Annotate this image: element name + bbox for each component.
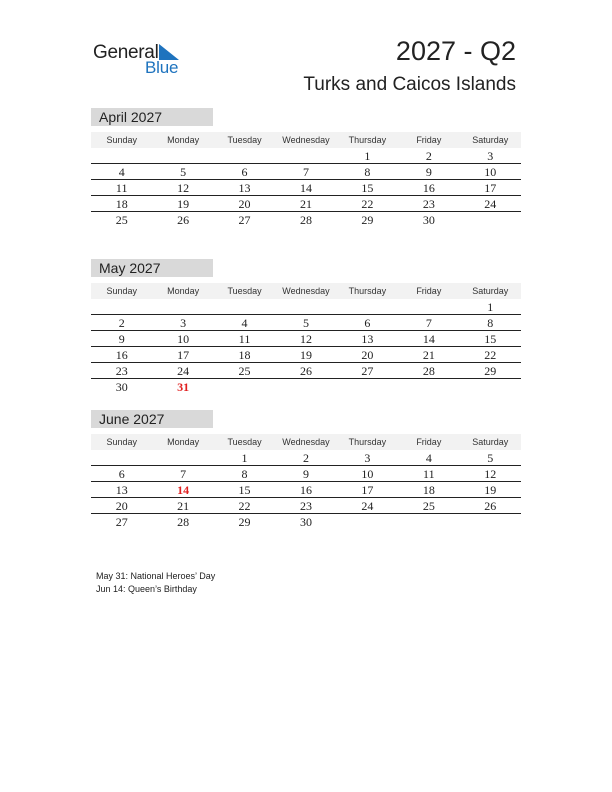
day-cell: 19 [299, 348, 312, 362]
day-cell: 5 [487, 451, 494, 465]
week-row [91, 450, 521, 466]
week-row [91, 482, 521, 498]
weekday-label: Sunday [106, 286, 137, 296]
day-cell: 24 [177, 364, 190, 378]
day-cell [398, 299, 459, 314]
week-row [91, 299, 521, 315]
day-cell [152, 148, 213, 163]
day-cell: 1 [241, 451, 248, 465]
day-cell: 29 [484, 364, 497, 378]
day-cell: 17 [177, 348, 190, 362]
week-row [91, 196, 521, 212]
day-cell: 20 [238, 197, 251, 211]
weekday-header-row [91, 283, 521, 299]
day-cell: 25 [238, 364, 251, 378]
week-row [91, 514, 521, 530]
day-cell: 6 [118, 467, 125, 481]
day-cell: 7 [425, 316, 432, 330]
weekday-label: Sunday [106, 135, 137, 145]
day-cell: 12 [177, 181, 190, 195]
holiday-note: Jun 14: Queen’s Birthday [96, 584, 197, 594]
day-cell: 14 [299, 181, 312, 195]
week-row [91, 315, 521, 331]
day-cell: 3 [364, 451, 371, 465]
day-cell: 19 [484, 483, 497, 497]
day-cell: 5 [302, 316, 309, 330]
day-cell: 17 [361, 483, 374, 497]
weekday-label: Wednesday [282, 135, 330, 145]
weekday-label: Thursday [348, 135, 387, 145]
day-cell: 16 [115, 348, 128, 362]
day-cell: 8 [487, 316, 494, 330]
weekday-label: Friday [416, 135, 442, 145]
day-cell: 2 [302, 451, 309, 465]
day-cell: 11 [238, 332, 251, 346]
day-cell [460, 379, 521, 395]
weekday-label: Saturday [472, 135, 509, 145]
logo-blue-text: Blue [145, 58, 179, 77]
day-cell: 20 [115, 499, 128, 513]
day-cell: 25 [422, 499, 435, 513]
day-cell: 27 [115, 515, 128, 529]
weekday-label: Tuesday [227, 135, 262, 145]
day-cell: 30 [115, 380, 128, 394]
day-cell [337, 379, 398, 395]
day-cell: 7 [180, 467, 187, 481]
day-cell [91, 450, 152, 465]
day-cell: 9 [425, 165, 432, 179]
day-cell: 18 [422, 483, 435, 497]
day-cell [152, 450, 213, 465]
day-cell: 24 [361, 499, 374, 513]
weekday-label: Saturday [472, 437, 509, 447]
week-row [91, 363, 521, 379]
day-cell: 22 [484, 348, 497, 362]
day-cell: 8 [241, 467, 248, 481]
day-cell: 3 [487, 149, 494, 163]
weeks [91, 299, 521, 395]
day-cell: 16 [422, 181, 435, 195]
day-cell: 21 [299, 197, 312, 211]
day-cell: 25 [115, 213, 128, 227]
day-cell: 28 [422, 364, 435, 378]
day-cell: 29 [238, 515, 251, 529]
day-cell [337, 299, 398, 314]
day-cell: 23 [115, 364, 128, 378]
page-title: 2027 - Q2 [395, 36, 516, 66]
logo [93, 40, 193, 80]
weekday-label: Thursday [348, 437, 387, 447]
day-cell [460, 514, 521, 530]
day-cell: 28 [177, 515, 190, 529]
month-title: May 2027 [91, 259, 213, 277]
day-cell: 27 [238, 213, 251, 227]
day-cell: 30 [299, 515, 312, 529]
weekday-header-row [91, 434, 521, 450]
weekday-header-row [91, 132, 521, 148]
day-cell: 19 [177, 197, 190, 211]
day-cell: 6 [364, 316, 371, 330]
day-cell: 1 [487, 300, 494, 314]
weekday-label: Tuesday [227, 286, 262, 296]
day-cell [460, 212, 521, 228]
day-cell: 22 [238, 499, 251, 513]
weekday-label: Wednesday [282, 286, 330, 296]
day-cell: 14 [422, 332, 435, 346]
day-cell: 23 [299, 499, 312, 513]
holiday-note: May 31: National Heroes’ Day [96, 571, 216, 581]
day-cell: 23 [422, 197, 435, 211]
day-cell: 8 [364, 165, 371, 179]
day-cell [275, 148, 336, 163]
page-subtitle: Turks and Caicos Islands [303, 74, 516, 95]
day-cell: 11 [423, 467, 435, 481]
week-row [91, 212, 521, 228]
day-cell: 27 [361, 364, 374, 378]
weeks [91, 450, 521, 530]
day-cell: 15 [238, 483, 251, 497]
day-cell: 3 [180, 316, 187, 330]
day-cell [214, 379, 275, 395]
month-june [91, 410, 521, 530]
holiday-day-cell: 14 [177, 483, 190, 497]
day-cell: 21 [177, 499, 190, 513]
weekday-label: Wednesday [282, 437, 330, 447]
day-cell: 4 [118, 165, 125, 179]
day-cell: 2 [425, 149, 432, 163]
day-cell: 6 [241, 165, 248, 179]
day-cell: 21 [422, 348, 435, 362]
day-cell: 5 [180, 165, 187, 179]
weekday-label: Monday [167, 286, 200, 296]
week-row [91, 466, 521, 482]
week-row [91, 148, 521, 164]
day-cell [91, 148, 152, 163]
month-title: April 2027 [91, 108, 213, 126]
day-cell: 10 [484, 165, 497, 179]
day-cell: 2 [118, 316, 125, 330]
week-row [91, 347, 521, 363]
weekday-label: Friday [416, 437, 442, 447]
month-may [91, 259, 521, 395]
day-cell [214, 148, 275, 163]
weekday-label: Thursday [348, 286, 387, 296]
day-cell [398, 379, 459, 395]
day-cell [152, 299, 213, 314]
weekday-label: Monday [167, 135, 200, 145]
weekday-label: Friday [416, 286, 442, 296]
month-april [91, 108, 521, 228]
week-row [91, 180, 521, 196]
day-cell: 16 [299, 483, 312, 497]
day-cell: 20 [361, 348, 374, 362]
day-cell: 1 [364, 149, 371, 163]
day-cell: 10 [361, 467, 374, 481]
day-cell [275, 379, 336, 395]
day-cell: 26 [177, 213, 190, 227]
day-cell: 12 [299, 332, 312, 346]
day-cell: 13 [115, 483, 128, 497]
day-cell [214, 299, 275, 314]
day-cell: 26 [484, 499, 497, 513]
day-cell: 29 [361, 213, 374, 227]
day-cell: 15 [484, 332, 497, 346]
week-row [91, 379, 521, 395]
day-cell: 26 [299, 364, 312, 378]
week-row [91, 164, 521, 180]
day-cell: 13 [238, 181, 251, 195]
day-cell: 7 [302, 165, 309, 179]
holiday-notes [96, 570, 215, 596]
day-cell: 12 [484, 467, 497, 481]
day-cell [91, 299, 152, 314]
day-cell: 10 [177, 332, 190, 346]
day-cell [337, 514, 398, 530]
weeks [91, 148, 521, 228]
month-title: June 2027 [91, 410, 213, 428]
day-cell: 4 [425, 451, 432, 465]
holiday-day-cell: 31 [177, 380, 190, 394]
day-cell: 24 [484, 197, 497, 211]
week-row [91, 331, 521, 347]
day-cell: 15 [361, 181, 374, 195]
day-cell: 9 [302, 467, 309, 481]
day-cell: 18 [115, 197, 128, 211]
day-cell: 13 [361, 332, 374, 346]
day-cell: 11 [115, 181, 128, 195]
logo-general-text: General [93, 42, 159, 63]
weekday-label: Tuesday [227, 437, 262, 447]
day-cell: 18 [238, 348, 251, 362]
week-row [91, 498, 521, 514]
day-cell: 28 [299, 213, 312, 227]
day-cell: 22 [361, 197, 374, 211]
day-cell [275, 299, 336, 314]
weekday-label: Saturday [472, 286, 509, 296]
weekday-label: Sunday [106, 437, 137, 447]
day-cell: 30 [422, 213, 435, 227]
day-cell [398, 514, 459, 530]
day-cell: 17 [484, 181, 497, 195]
day-cell: 4 [241, 316, 248, 330]
weekday-label: Monday [167, 437, 200, 447]
day-cell: 9 [118, 332, 125, 346]
